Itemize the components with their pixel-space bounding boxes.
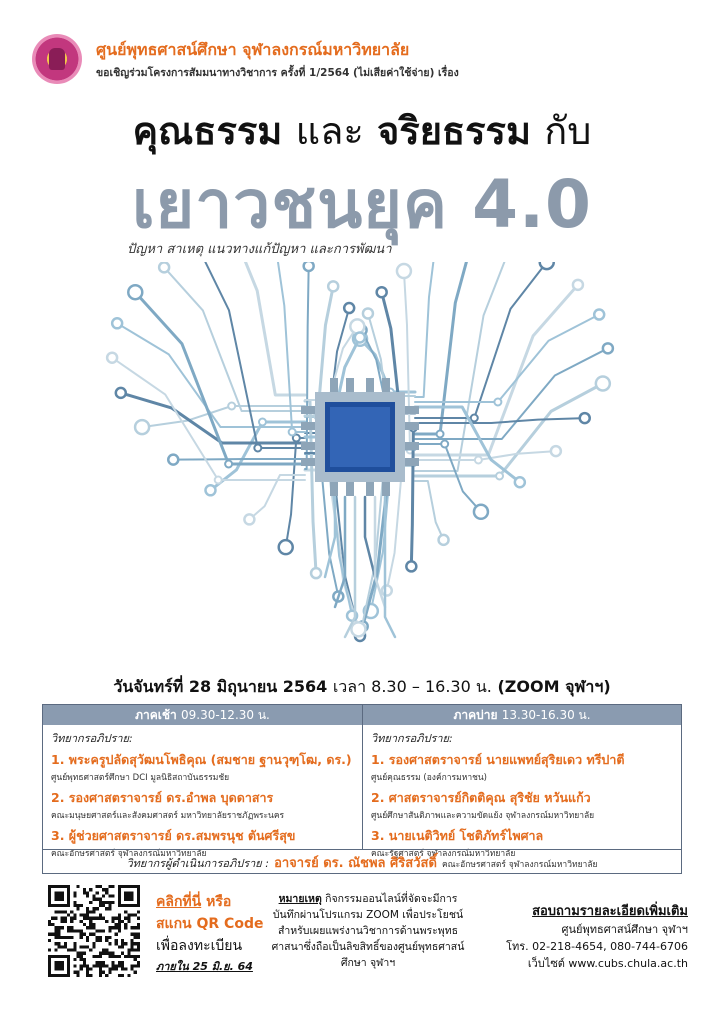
speakers-label: วิทยากรอภิปราย:: [51, 732, 133, 745]
registration-block: [156, 891, 263, 975]
speaker-affiliation: ศูนย์คุณธรรม (องค์การมหาชน): [371, 773, 487, 783]
afternoon-session-title: ภาคบ่าย: [453, 708, 498, 722]
speaker-affiliation: คณะมนุษยศาสตร์และสังคมศาสตร์ มหาวิทยาลัยราชภัฏพระนคร: [51, 811, 285, 821]
note-label: หมายเหตุ: [278, 893, 322, 905]
registration-qr-code[interactable]: [48, 885, 140, 977]
speaker-name: 1. รองศาสตราจารย์ นายแพทย์สุริยเดว ทรีปาตี: [371, 752, 625, 767]
moderator-label: วิทยากรผู้ดำเนินการอภิปราย :: [126, 857, 269, 870]
schedule-table: [42, 704, 682, 874]
header: [32, 34, 692, 84]
register-link[interactable]: คลิกที่นี่: [156, 894, 202, 910]
moderator-affiliation: คณะอักษรศาสตร์ จุฬาลงกรณ์มหาวิทยาลัย: [442, 860, 598, 870]
speaker-name: 1. พระครูปลัดสุวัฒนโพธิคุณ (สมชาย ฐานวุฑฺโฒ, ดร.): [51, 752, 352, 767]
circuit-heart-illustration: [90, 262, 630, 672]
speaker-item: [371, 750, 681, 784]
note-text: กิจกรรมออนไลน์ที่จัดจะมีการบันทึกผ่านโปรแกรม ZOOM เพื่อประโยชน์สำหรับเผยแพร่งานวิชาการด้านพระพุทธศาสนาซึ่งถือเป็นลิขสิทธิ์ของศูนย์พุทธศาสน์ศึกษา จุฬาฯ: [271, 893, 465, 969]
chip-icon: [301, 378, 419, 496]
moderator-row: [43, 849, 681, 874]
afternoon-session-header: [363, 705, 681, 725]
or-text: หรือ: [206, 894, 232, 910]
to-register-text: เพื่อลงทะเบียน: [156, 938, 243, 954]
event-date-bar: [0, 675, 724, 700]
title-word-with: กับ: [544, 109, 592, 153]
invitation-text: ขอเชิญร่วมโครงการสัมมนาทางวิชาการ ครั้งที่ 1/2564 (ไม่เสียค่าใช้จ่าย) เรื่อง: [96, 67, 459, 79]
speaker-name: 2. รองศาสตราจารย์ ดร.อำพล บุดดาสาร: [51, 790, 274, 805]
registration-deadline: ภายใน 25 มิ.ย. 64: [156, 960, 253, 973]
scan-qr-text: สแกน QR Code: [156, 916, 264, 932]
speaker-name: 3. นายเนติวิทย์ โชติภัทร์ไพศาล: [371, 828, 544, 843]
title-word-virtue: คุณธรรม: [132, 109, 283, 153]
morning-session-header: [43, 705, 363, 725]
afternoon-session-time: 13.30-16.30 น.: [501, 708, 591, 722]
speaker-affiliation: ศูนย์พุทธศาสตร์ศึกษา DCI มูลนิธิสถาบันธรรมชัย: [51, 773, 230, 783]
speaker-affiliation: คณะรัฐศาสตร์ จุฬาลงกรณ์มหาวิทยาลัย: [371, 849, 516, 859]
speaker-affiliation: คณะอักษรศาสตร์ จุฬาลงกรณ์มหาวิทยาลัย: [51, 849, 207, 859]
note-block: [268, 891, 468, 971]
contact-website[interactable]: เว็บไซต์ www.cubs.chula.ac.th: [527, 957, 688, 970]
moderator-name: อาจารย์ ดร. ณัชพล ศิริสวัสดิ์: [274, 856, 437, 871]
speakers-label: วิทยากรอภิปราย:: [371, 732, 453, 745]
contact-title: สอบถามรายละเอียดเพิ่มเติม: [532, 904, 688, 919]
title-line-2: เยาวชนยุค 4.0: [132, 166, 592, 243]
event-date: วันจันทร์ที่ 28 มิถุนายน 2564: [113, 677, 328, 696]
speaker-name: 2. ศาสตราจารย์กิตติคุณ สุริชัย หวันแก้ว: [371, 790, 591, 805]
event-venue: (ZOOM จุฬาฯ): [497, 677, 611, 696]
event-time: เวลา 8.30 – 16.30 น.: [332, 677, 492, 696]
contact-phone: โทร. 02-218-4654, 080-744-6706: [506, 940, 688, 953]
morning-speakers: [43, 725, 363, 859]
contact-org: ศูนย์พุทธศาสน์ศึกษา จุฬาฯ: [561, 923, 688, 936]
title-word-ethics: จริยธรรม: [377, 109, 532, 153]
afternoon-speakers: [363, 725, 681, 859]
contact-block: [488, 900, 688, 972]
morning-session-time: 09.30-12.30 น.: [180, 708, 270, 722]
organization-logo: [32, 34, 82, 84]
morning-session-title: ภาคเช้า: [135, 708, 177, 722]
organization-name: ศูนย์พุทธศาสน์ศึกษา จุฬาลงกรณ์มหาวิทยาลัย: [96, 40, 410, 59]
speaker-item: [371, 788, 681, 822]
subtitle: ปัญหา สาเหตุ แนวทางแก้ปัญหา และการพัฒนา: [127, 242, 392, 257]
speaker-name: 3. ผู้ช่วยศาสตราจารย์ ดร.สมพรนุช ตันศรีสุข: [51, 828, 296, 843]
speaker-item: [51, 788, 362, 822]
speaker-item: [51, 750, 362, 784]
title-word-and: และ: [295, 109, 364, 153]
speaker-affiliation: ศูนย์ศึกษาสันติภาพและความขัดแย้ง จุฬาลงกรณ์มหาวิทยาลัย: [371, 811, 595, 821]
